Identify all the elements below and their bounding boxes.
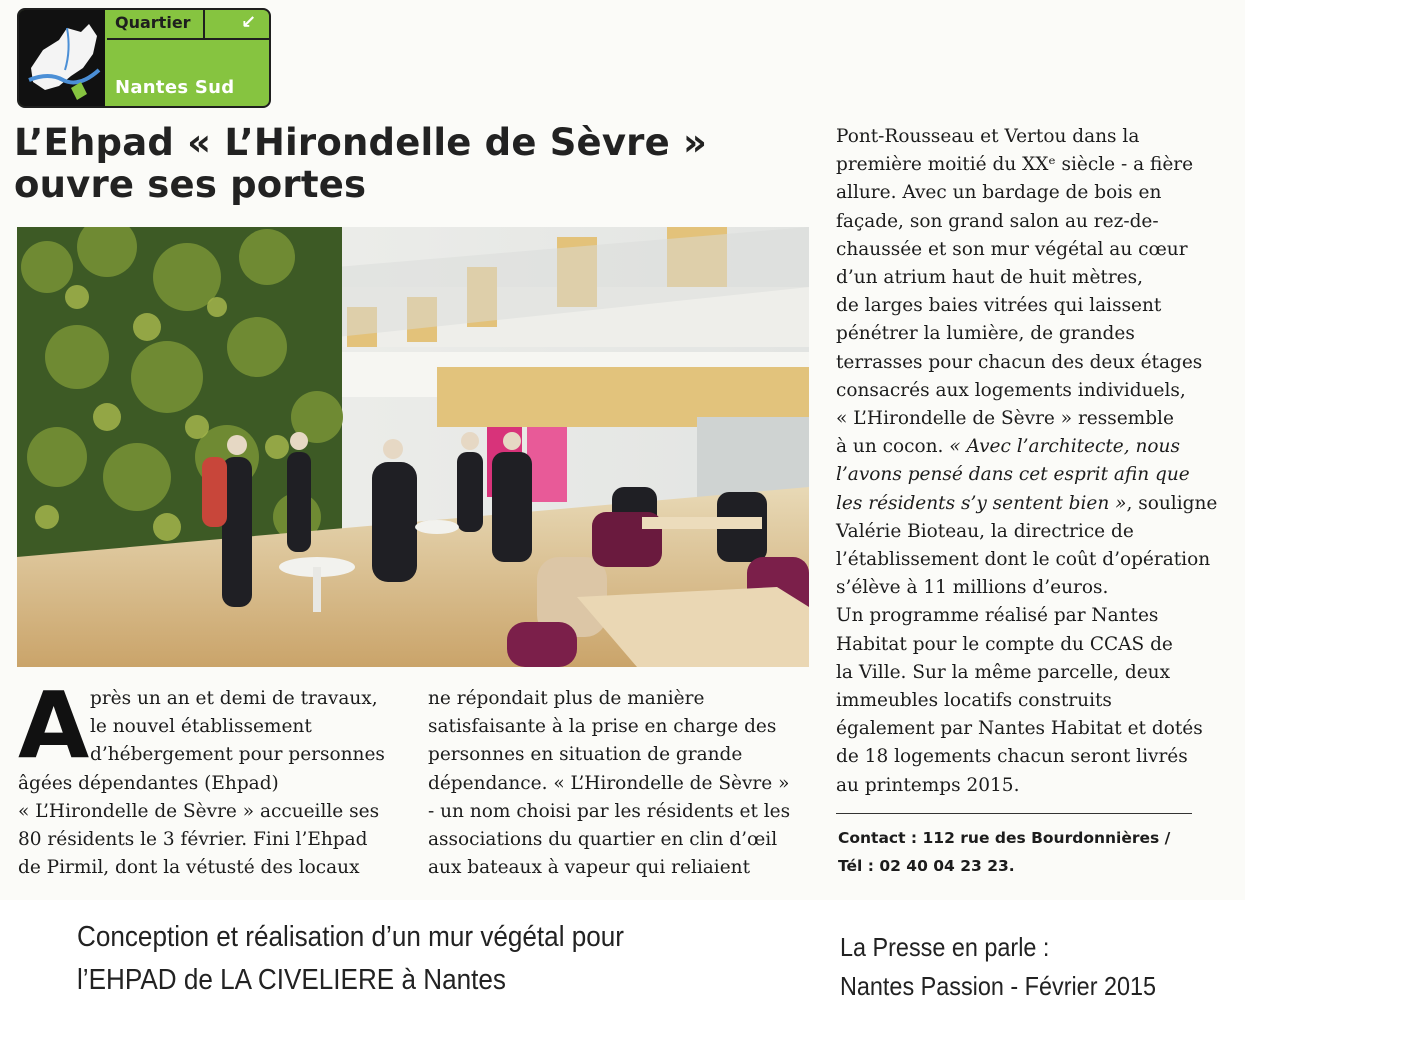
badge-quartier-label: Quartier (115, 13, 191, 32)
col3-line: Un programme réalisé par Nantes (836, 605, 1159, 627)
col3-line: consacrés aux logements individuels, (836, 379, 1186, 401)
headline-line-2: ouvre ses portes (14, 163, 367, 206)
press-caption (840, 928, 1156, 1006)
col3-line: d’un atrium haut de huit mètres, (836, 267, 1143, 289)
article-column-1 (18, 672, 408, 882)
col3-quote-part-2: l’avons pensé dans cet esprit afin que (836, 464, 1190, 486)
col3-line: immeubles locatifs construits (836, 690, 1112, 712)
col3-line: de larges baies vitrées qui laissent (836, 295, 1162, 317)
drop-cap: A (18, 672, 90, 779)
col1-line: le nouvel établissement (90, 716, 312, 738)
col1-line: de Pirmil, dont la vétusté des locaux (18, 857, 360, 879)
col3-line: l’établissement dont le coût d’opération (836, 549, 1211, 571)
atrium-photo (17, 227, 809, 667)
col1-line: 80 résidents le 3 février. Fini l’Ehpad (18, 829, 368, 851)
col3-line: s’élève à 11 millions d’euros. (836, 577, 1109, 599)
col3-quote-part-1: « Avec l’architecte, nous (949, 436, 1180, 458)
press-caption-line-2: Nantes Passion - Février 2015 (840, 971, 1157, 1001)
article-column-2 (428, 685, 808, 882)
col3-quote-line-3 (836, 490, 1236, 518)
col3-line: pénétrer la lumière, de grandes (836, 323, 1135, 345)
col3-line: également par Nantes Habitat et dotés (836, 718, 1203, 740)
col2-line: dépendance. « L’Hirondelle de Sèvre » (428, 772, 790, 794)
project-caption-line-1: Conception et réalisation d’un mur végétal pour (77, 921, 624, 953)
col3-line: allure. Avec un bardage de bois en (836, 182, 1162, 204)
col2-line: ne répondait plus de manière (428, 688, 705, 709)
article-headline (14, 122, 707, 206)
col3-quote-line (836, 433, 1236, 461)
col3-line: au printemps 2015. (836, 774, 1020, 796)
col3-quote-part-3: les résidents s’y sentent bien » (836, 492, 1127, 514)
contact-phone: Tél : 02 40 04 23 23. (838, 857, 1015, 875)
col3-line: de 18 logements chacun seront livrés (836, 746, 1188, 768)
project-caption (77, 916, 624, 1002)
col3-quote-tail: , souligne (1126, 492, 1218, 514)
project-caption-line-2: l’EHPAD de LA CIVELIERE à Nantes (77, 964, 506, 996)
contact-address: Contact : 112 rue des Bourdonnières / (838, 829, 1171, 847)
col3-line: première moitié du XXᵉ siècle - a fière (836, 154, 1194, 176)
col3-line: terrasses pour chacun des deux étages (836, 351, 1203, 373)
col2-line: satisfaisante à la prise en charge des (428, 716, 777, 738)
nantes-map-icon (19, 10, 105, 106)
col2-line: aux bateaux à vapeur qui reliaient (428, 857, 751, 879)
headline-line-1: L’Ehpad « L’Hirondelle de Sèvre » (14, 121, 708, 164)
contact-block (838, 824, 1170, 880)
arrow-down-left-icon: ↙ (241, 12, 257, 33)
col1-line: « L’Hirondelle de Sèvre » accueille ses (18, 800, 380, 822)
col3-line: « L’Hirondelle de Sèvre » ressemble (836, 408, 1174, 430)
col3-line: la Ville. Sur la même parcelle, deux (836, 661, 1171, 683)
press-caption-line-1: La Presse en parle : (840, 932, 1050, 962)
col3-quote-lead: à un cocon. (836, 436, 950, 458)
col3-line: façade, son grand salon au rez-de- (836, 210, 1159, 232)
col3-line: chaussée et son mur végétal au cœur (836, 238, 1188, 260)
col1-line: près un an et demi de travaux, (90, 688, 378, 709)
col2-line: associations du quartier en clin d’œil (428, 829, 778, 851)
contact-divider (836, 813, 1192, 814)
col3-line: Pont-Rousseau et Vertou dans la (836, 126, 1140, 147)
district-badge (17, 8, 271, 108)
col2-line: personnes en situation de grande (428, 744, 743, 766)
col3-line: Valérie Bioteau, la directrice de (836, 520, 1134, 542)
article-column-3 (836, 123, 1236, 800)
badge-district-name: Nantes Sud (115, 77, 235, 98)
col1-line: âgées dépendantes (Ehpad) (18, 772, 279, 794)
col3-line: Habitat pour le compte du CCAS de (836, 633, 1173, 655)
col1-line: d’hébergement pour personnes (90, 744, 385, 766)
col2-line: - un nom choisi par les résidents et les (428, 800, 791, 822)
